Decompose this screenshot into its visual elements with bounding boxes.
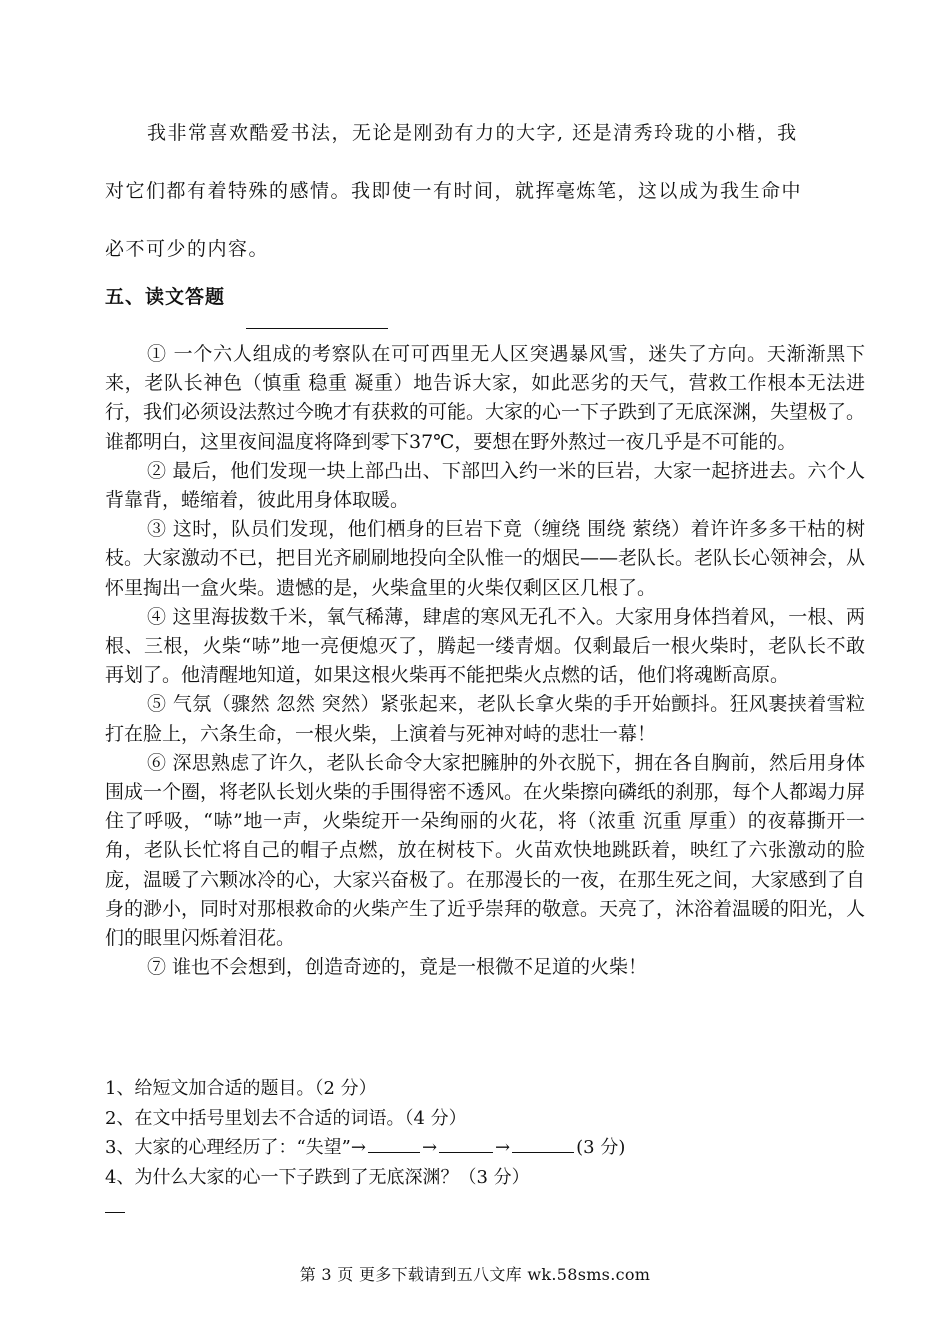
paragraph-2: ② 最后，他们发现一块上部凸出、下部凹入约一米的巨岩，大家一起挤进去。六个人背靠背，蜷缩着，彼此用身体取暖。 bbox=[105, 459, 865, 512]
intro-line-1: 我非常喜欢酷爱书法，无论是刚劲有力的大字, 还是清秀玲珑的小楷，我 bbox=[147, 122, 798, 144]
question-2: 2、在文中括号里划去不合适的词语。（4 分） bbox=[105, 1107, 467, 1129]
question-3-prefix: 3、大家的心理经历了：“失望”→ bbox=[105, 1137, 366, 1158]
section-title: 五、读文答题 bbox=[105, 286, 226, 308]
arrow-icon: → bbox=[421, 1137, 438, 1158]
answer-blank-1[interactable] bbox=[368, 1134, 420, 1153]
question-3 bbox=[105, 1133, 865, 1163]
answer-blank-2[interactable] bbox=[439, 1134, 493, 1153]
question-1: 1、给短文加合适的题目。（2 分） bbox=[105, 1078, 377, 1099]
intro-line-3: 必不可少的内容。 bbox=[105, 238, 270, 260]
paragraph-7: ⑦ 谁也不会想到，创造奇迹的，竟是一根微不足道的火柴！ bbox=[147, 956, 648, 979]
page-footer: 第 3 页 更多下载请到五八文库 wk.58sms.com bbox=[299, 1265, 651, 1284]
paragraph-3: ③ 这时，队员们发现，他们栖身的巨岩下竟（缠绕 围绕 萦绕）着许许多多干枯的树枝。大家激动不已，把目光齐刷刷地投向全队惟一的烟民——老队长。老队长心领神会，从怀里掏出一盒火柴。遗憾的是，火柴盒里的火柴仅剩区区几根了。 bbox=[105, 518, 866, 599]
question-3-score: (3 分) bbox=[576, 1137, 626, 1158]
paragraph-5: ⑤ 气氛（骤然 忽然 突然）紧张起来，老队长拿火柴的手开始颤抖。狂风裹挟着雪粒打在脸上，六条生命，一根火柴，上演着与死神对峙的悲壮一幕！ bbox=[105, 693, 865, 745]
intro-line-2: 对它们都有着特殊的感情。我即使一有时间，就挥毫炼笔，这以成为我生命中 bbox=[105, 180, 803, 202]
question-list bbox=[105, 1074, 865, 1192]
paragraph-6: ⑥ 深思熟虑了许久，老队长命令大家把臃肿的外衣脱下，拥在各自胸前，然后用身体围成一个圈，将老队长划火柴的手围得密不透风。在火柴擦向磷纸的刹那，每个人都竭力屏住了呼吸，“哧”地一声，火柴绽开一朵绚丽的火花，将（浓重 沉重 厚重）的夜幕撕开一角，老队长忙将自己的帽子点燃，放在树枝下。火苗欢快地跳跃着，映红了六张激动的脸庞，温暖了六颗冰冷的心，大家兴奋极了。在那漫长的一夜，在那生死之间，大家感到了自身的渺小，同时对那根救命的火柴产生了近乎崇拜的敬意。天亮了，沐浴着温暖的阳光，人们的眼里闪烁着泪花。 bbox=[105, 751, 866, 950]
reading-article bbox=[105, 340, 865, 982]
title-answer-blank[interactable] bbox=[246, 328, 388, 329]
question-4: 4、为什么大家的心一下子跌到了无底深渊？（3 分） bbox=[105, 1166, 530, 1188]
answer-blank-3[interactable] bbox=[512, 1134, 574, 1153]
arrow-icon: → bbox=[495, 1137, 511, 1158]
paragraph-1: ① 一个六人组成的考察队在可可西里无人区突遇暴风雪，迷失了方向。天渐渐黑下来，老队长神色（慎重 稳重 凝重）地告诉大家，如此恶劣的天气，营救工作根本无法进行，我们必须设法熬过今晚才有获救的可能。大家的心一下子跌到了无底深渊，失望极了。谁都明白，这里夜间温度将降到零下37℃，要想在野外熬过一夜几乎是不可能的。 bbox=[105, 343, 866, 453]
paragraph-4: ④ 这里海拔数千米，氧气稀薄，肆虐的寒风无孔不入。大家用身体挡着风，一根、两根、三根，火柴“哧”地一亮便熄灭了，腾起一缕青烟。仅剩最后一根火柴时，老队长不敢再划了。他清醒地知道，如果这根火柴再不能把柴火点燃的话，他们将魂断高原。 bbox=[105, 605, 865, 687]
answer-line[interactable] bbox=[105, 1212, 125, 1213]
